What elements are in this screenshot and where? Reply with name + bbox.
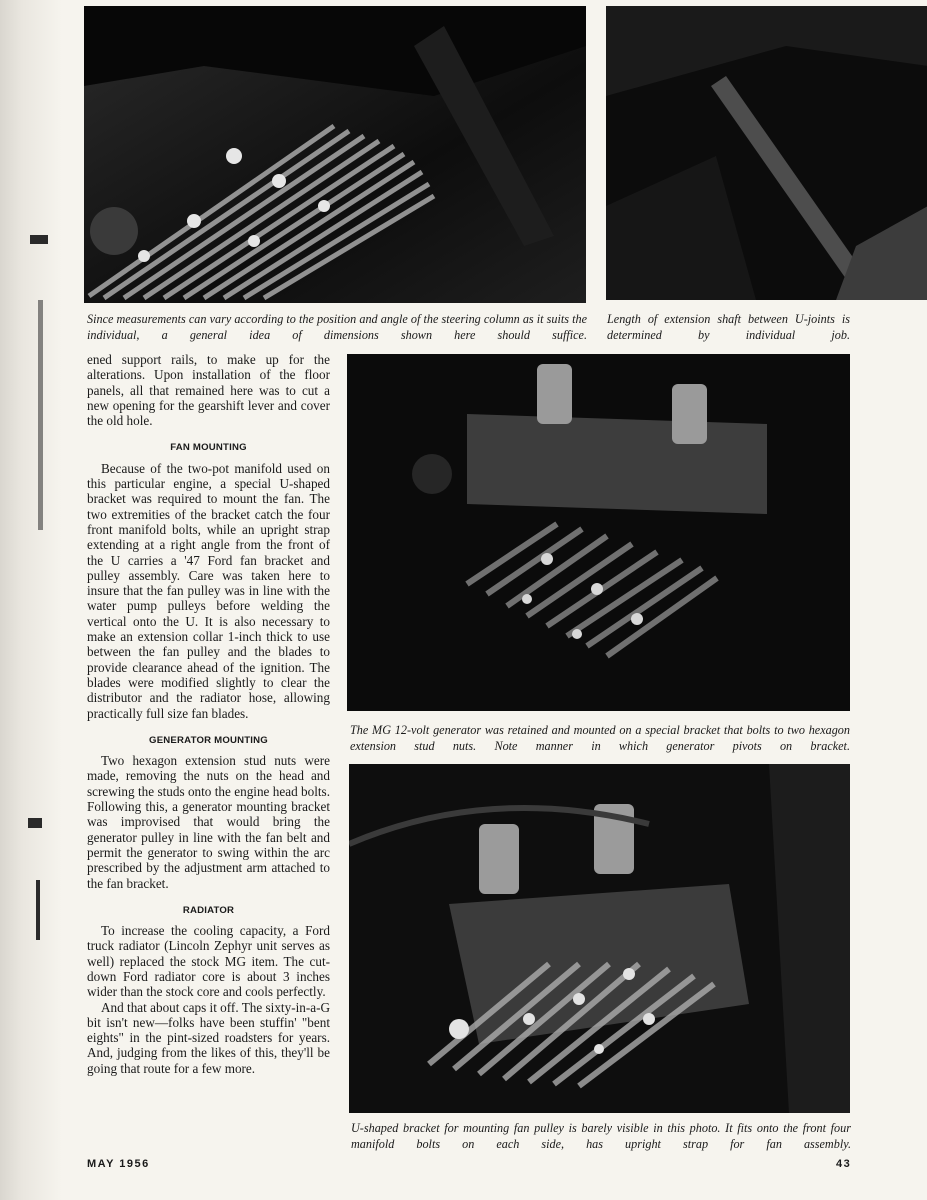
- photo-caption: Since measurements can vary according to the position and angle of the steering column as it suits the individual, a general idea of dimensions shown here should suffice.: [87, 312, 587, 342]
- photo-caption: The MG 12-volt generator was retained and mounted on a special bracket that bolts to two hexagon extension stud nuts. Note manner in which generator pivots on bracket.: [350, 723, 850, 753]
- photo-fan-bracket: [349, 764, 850, 1113]
- footer-issue-date: MAY 1956: [87, 1158, 150, 1170]
- scan-artifact: [36, 880, 40, 940]
- footer-page-number: 43: [836, 1158, 852, 1170]
- scan-artifact: [28, 818, 42, 828]
- section-heading: GENERATOR MOUNTING: [149, 734, 268, 746]
- photo-caption: Length of extension shaft between U-joints is determined by individual job.: [607, 312, 850, 342]
- photo-extension-shaft: [606, 6, 927, 300]
- photo-steering-column: [84, 6, 586, 303]
- photo-generator-bracket: [347, 354, 850, 711]
- article-intro: ened support rails, to make up for the alterations. Upon installation of the floor panels, all that remained here was to cut a new opening for the gearshift lever and cover the old hole.: [87, 352, 330, 429]
- article-paragraph: Two hexagon extension stud nuts were made, removing the nuts on the head and screwing the studs onto the engine head bolts. Following this, a generator mounting bracket was improvised that would bring the generator pulley in line with the fan belt and permit the generator to swing within the arc prescribed by the adjustment arm attached to the fan bracket.: [87, 753, 330, 891]
- section-heading: FAN MOUNTING: [170, 442, 247, 454]
- photo-caption: U-shaped bracket for mounting fan pulley is barely visible in this photo. It fits onto the front four manifold bolts on each side, has upright strap for fan assembly.: [351, 1121, 851, 1151]
- scan-artifact: [30, 235, 48, 244]
- scan-edge: [0, 0, 62, 1200]
- section-heading: RADIATOR: [182, 904, 235, 916]
- scan-artifact: [38, 300, 43, 530]
- article-paragraph: To increase the cooling capacity, a Ford truck radiator (Lincoln Zephyr unit serves as well) replaced the stock MG item. The cut-down Ford radiator core is about 3 inches wider than the stock core and cools perfectly.: [87, 923, 330, 1000]
- article-paragraph: And that about caps it off. The sixty-in-a-G bit isn't new—folks have been stuffin' "bent eights" in the pint-sized roadsters for years. And, judging from the likes of this, they'll be going that route for a few more.: [87, 999, 330, 1076]
- article-column: [87, 352, 330, 1076]
- article-paragraph: Because of the two-pot manifold used on this particular engine, a special U-shaped bracket was required to mount the fan. The two extremities of the bracket catch the four front manifold bolts, while an upright strap extending at a right angle from the front of the U carries a '47 Ford fan bracket and pulley assembly. Care was taken here to insure that the fan pulley was in line with the water pump pulleys before welding the vertical onto the U. It is also necessary to make an extension collar 1-inch thick to use between the fan pulley and the blades to provide clearance ahead of the ignition. The blades were modified slightly to clear the distributor and the radiator hose, allowing practically full size fan blades.: [87, 460, 330, 721]
